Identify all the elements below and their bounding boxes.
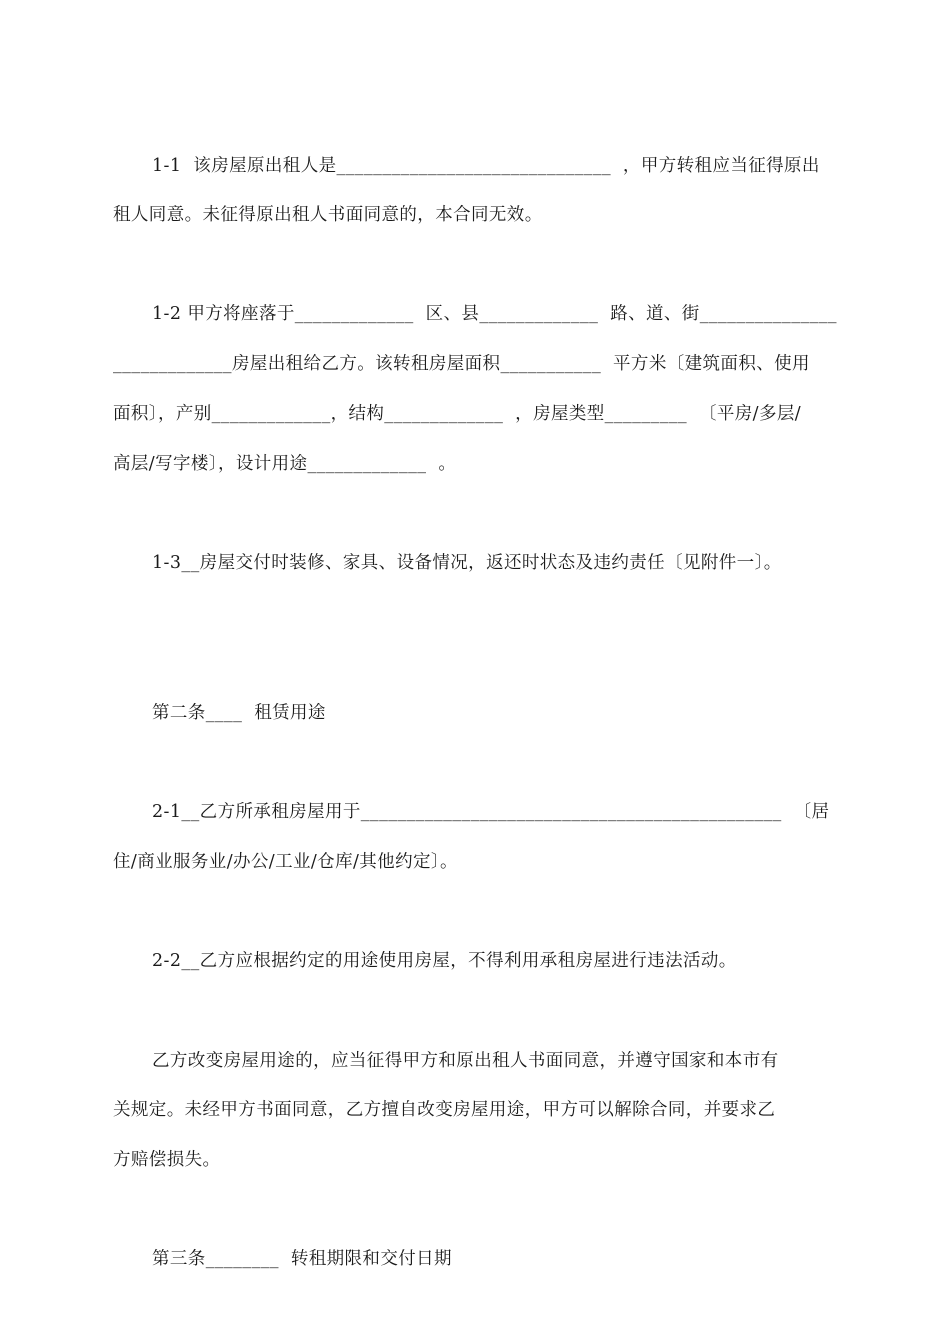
clause-1-1-line-2: 租人同意。未征得原出租人书面同意的，本合同无效。 xyxy=(113,205,543,225)
clause-2-2-line-1: 2-2__乙方应根据约定的用途使用房屋，不得利用承租房屋进行违法活动。 xyxy=(152,951,737,971)
clause-2-1-line-1: 2-1__乙方所承租房屋用于______________________________________________ 〔居 xyxy=(152,802,830,822)
clause-1-2-line-3: 面积〕，产别_____________，结构_____________ ，房屋类型_________ 〔平房/多层/ xyxy=(113,404,802,424)
article-3-heading: 第三条________ 转租期限和交付日期 xyxy=(152,1249,452,1269)
clause-1-2-line-4: 高层/写字楼〕，设计用途_____________ 。 xyxy=(113,454,457,474)
article-2-heading: 第二条____ 租赁用途 xyxy=(152,703,326,723)
clause-1-2-line-2: _____________房屋出租给乙方。该转租房屋面积___________ 平方米〔建筑面积、使用 xyxy=(113,354,810,374)
paragraph-change-use-line-1: 乙方改变房屋用途的，应当征得甲方和原出租人书面同意，并遵守国家和本市有 xyxy=(152,1051,779,1071)
paragraph-change-use-line-2: 关规定。未经甲方书面同意，乙方擅自改变房屋用途，甲方可以解除合同，并要求乙 xyxy=(113,1100,776,1120)
clause-2-1-line-2: 住/商业服务业/办公/工业/仓库/其他约定〕。 xyxy=(113,852,458,872)
clause-1-1-line-1: 1-1 该房屋原出租人是______________________________ ，甲方转租应当征得原出 xyxy=(152,156,820,176)
clause-1-2-line-1: 1-2 甲方将座落于_____________ 区、县_____________ 路、道、街_______________ xyxy=(152,304,837,324)
paragraph-change-use-line-3: 方赔偿损失。 xyxy=(113,1150,221,1170)
clause-1-3-line-1: 1-3__房屋交付时装修、家具、设备情况，返还时状态及违约责任〔见附件一〕。 xyxy=(152,553,782,573)
